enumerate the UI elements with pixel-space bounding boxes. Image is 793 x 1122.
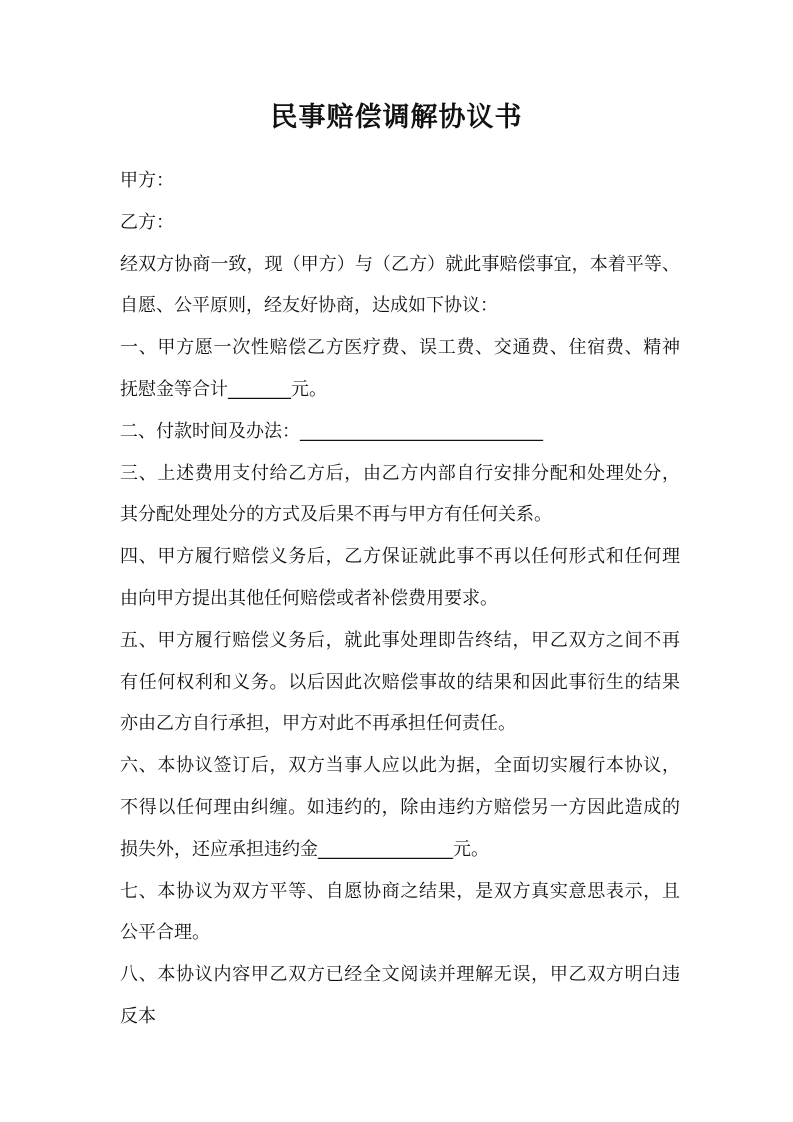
document-title: 民事赔偿调解协议书 (270, 102, 523, 133)
paragraph-line: 五、甲方履行赔偿义务后，就此事处理即告终结，甲乙双方之间不再 (120, 629, 680, 651)
paragraph-line: 八、本协议内容甲乙双方已经全文阅读并理解无误，甲乙双方明白违 (120, 964, 680, 986)
party-b-label: 乙方： (120, 211, 174, 233)
paragraph-line: 不得以任何理由纠缠。如违约的，除由违约方赔偿另一方因此造成的 (120, 796, 680, 818)
paragraph-line: 自愿、公平原则，经友好协商，达成如下协议： (120, 295, 498, 317)
paragraph-line: 四、甲方履行赔偿义务后，乙方保证就此事不再以任何形式和任何理 (120, 546, 680, 568)
paragraph-line: 有任何权利和义务。以后因此次赔偿事故的结果和因此事衍生的结果 (120, 671, 680, 693)
document-body (120, 160, 680, 1038)
clause-4 (120, 536, 680, 620)
paragraph-line: 其分配处理处分的方式及后果不再与甲方有任何关系。 (120, 504, 552, 526)
paragraph-line: 三、上述费用支付给乙方后，由乙方内部自行安排分配和处理处分， (120, 462, 680, 484)
paragraph-intro (120, 244, 680, 328)
clause-6 (120, 745, 680, 870)
paragraph-line: 六、本协议签订后，双方当事人应以此为据，全面切实履行本协议， (120, 755, 680, 777)
clause-5 (120, 620, 680, 745)
clause-2 (120, 411, 680, 453)
paragraph-line: 由向甲方提出其他任何赔偿或者补偿费用要求。 (120, 587, 498, 609)
paragraph-line: 经双方协商一致，现（甲方）与（乙方）就此事赔偿事宜，本着平等、 (120, 253, 680, 275)
paragraph-line: 公平合理。 (120, 922, 210, 944)
paragraph-line: 反本 (120, 1005, 156, 1027)
paragraph-line: 二、付款时间及办法：___________________________ (120, 420, 543, 442)
clause-1 (120, 327, 680, 411)
clause-3 (120, 453, 680, 537)
paragraph-line: 亦由乙方自行承担，甲方对此不再承担任何责任。 (120, 713, 516, 735)
paragraph-line: 一、甲方愿一次性赔偿乙方医疗费、误工费、交通费、住宿费、精神 (120, 337, 680, 359)
party-a-label: 甲方： (120, 170, 174, 191)
paragraph-line: 抚慰金等合计_______元。 (120, 378, 327, 400)
paragraph-line: 七、本协议为双方平等、自愿协商之结果，是双方真实意思表示，且 (120, 880, 680, 902)
clause-7 (120, 871, 680, 955)
clause-8 (120, 954, 680, 1038)
paragraph-line: 损失外，还应承担违约金_______________元。 (120, 838, 489, 860)
